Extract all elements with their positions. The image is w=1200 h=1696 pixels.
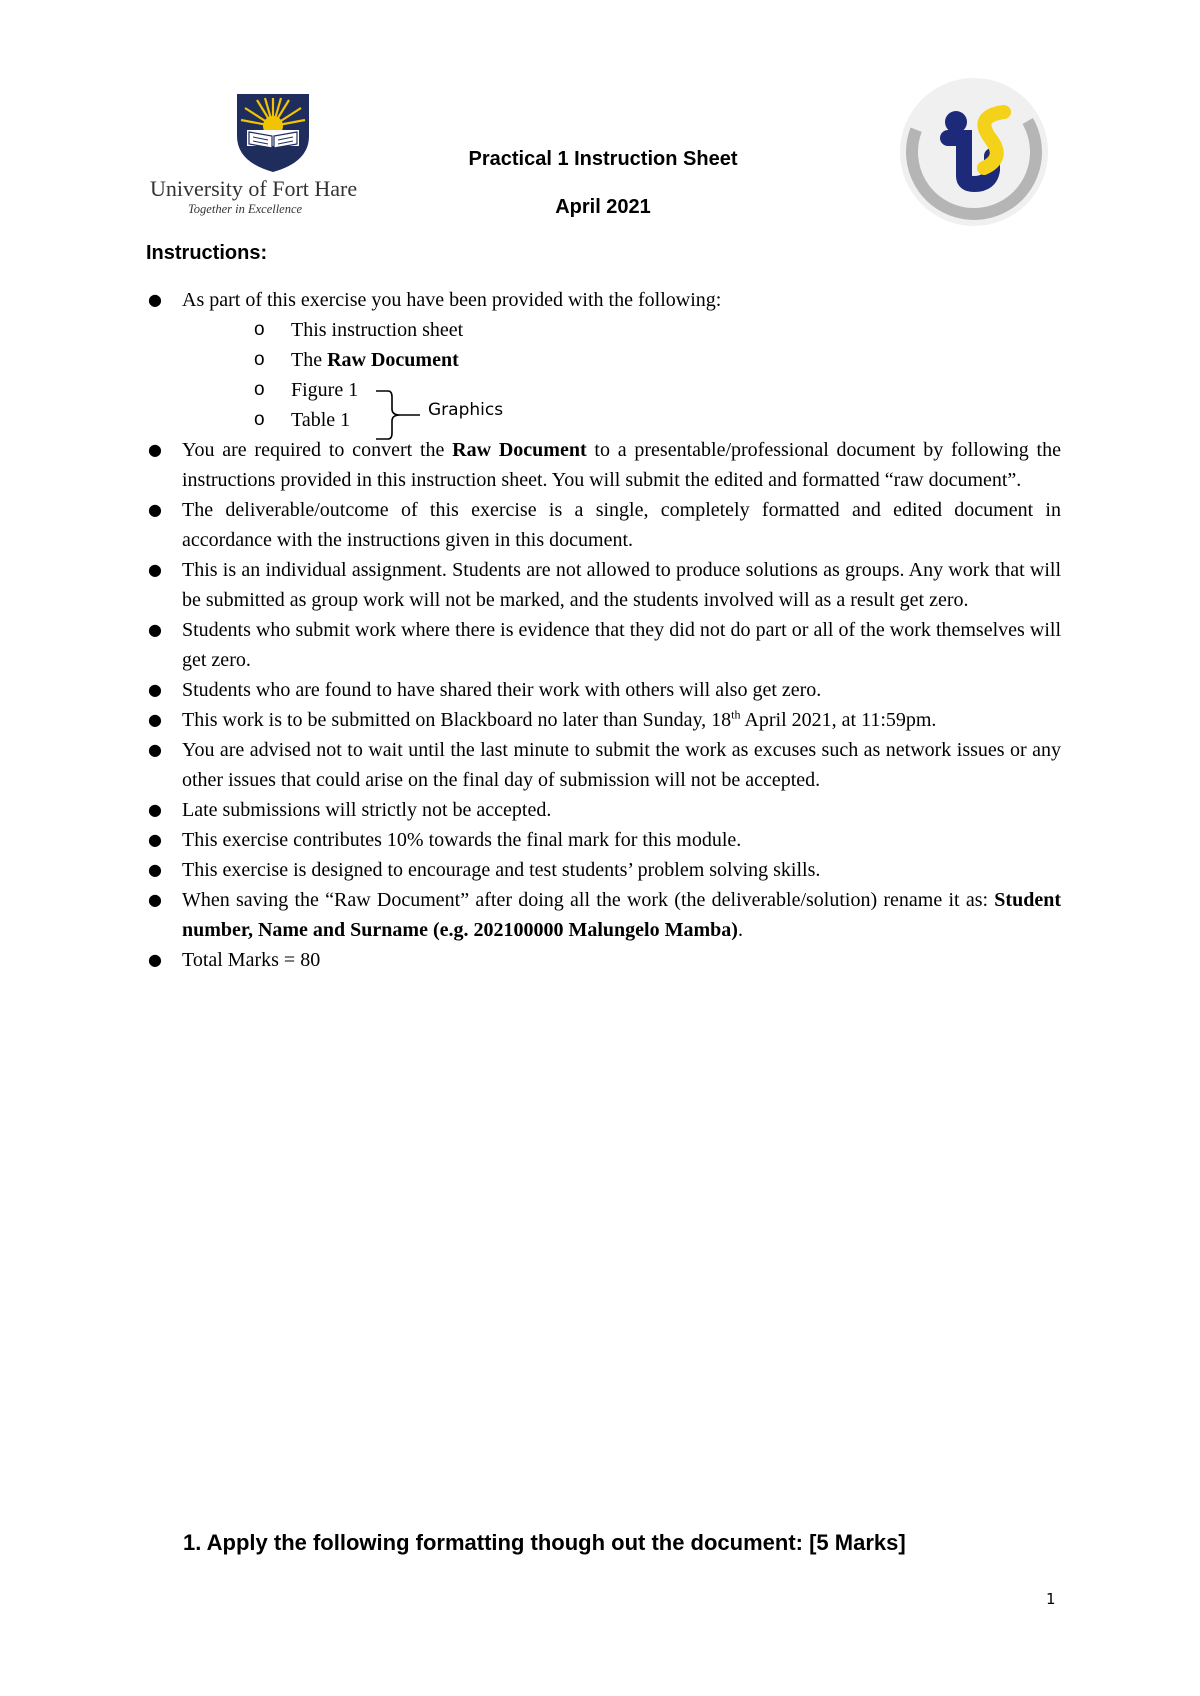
list-item	[146, 825, 1061, 855]
item-text: You are required to convert the	[182, 439, 453, 461]
item-bold-text: Student number, Name and Surname (e.g. 202100000 Malungelo Mamba)	[182, 889, 1061, 941]
list-item	[146, 555, 1061, 615]
item-text: This instruction sheet	[291, 319, 464, 341]
bullet-icon: ●	[148, 950, 162, 969]
bullet-icon: ●	[148, 500, 162, 519]
item-text: This exercise is designed to encourage and test students’ problem solving skills.	[182, 859, 821, 881]
list-item	[146, 435, 1061, 495]
item-text: As part of this exercise you have been provided with the following:	[182, 289, 722, 311]
bullet-icon: ●	[148, 620, 162, 639]
list-item	[146, 885, 1061, 945]
item-text: Students who are found to have shared their work with others will also get zero.	[182, 679, 822, 701]
provided-materials-list	[182, 315, 1061, 435]
item-text: April 2021, at 11:59pm.	[740, 709, 937, 731]
bullet-icon: ●	[148, 830, 162, 849]
circle-bullet-icon: o	[254, 409, 265, 430]
bullet-icon: ●	[148, 440, 162, 459]
item-text: The deliverable/outcome of this exercise is a single, completely formatted and edited document in accordance with the instructions given in this document.	[182, 499, 1061, 551]
document-date: April 2021	[555, 196, 651, 218]
item-text: This is an individual assignment. Students are not allowed to produce solutions as groups. Any work that will be submitted as group work will not be marked, and the students involved will as a result get zero.	[182, 559, 1061, 611]
item-bold-text: Raw Document	[327, 349, 459, 371]
instructions-heading: Instructions:	[146, 242, 268, 264]
instructions-list	[146, 285, 1061, 975]
ordinal-suffix: th	[731, 707, 741, 722]
list-item	[254, 315, 1061, 345]
list-item	[254, 345, 1061, 375]
item-text: This work is to be submitted on Blackboard no later than Sunday, 18	[182, 709, 732, 731]
bullet-icon: ●	[148, 290, 162, 309]
right-brace-icon	[374, 389, 424, 441]
bullet-icon: ●	[148, 860, 162, 879]
bullet-icon: ●	[148, 890, 162, 909]
item-text: to a presentable/professional document by following the instructions provided in this instruction sheet. You will submit the edited and formatted “raw document”.	[182, 439, 1061, 491]
bullet-icon: ●	[148, 800, 162, 819]
bullet-icon: ●	[148, 740, 162, 759]
list-item	[146, 735, 1061, 795]
university-name: University of Fort Hare	[150, 176, 358, 201]
list-item	[146, 615, 1061, 675]
list-item	[146, 945, 1061, 975]
item-text: Late submissions will strictly not be accepted.	[182, 799, 552, 821]
list-item	[146, 855, 1061, 885]
page-number: 1	[1046, 1590, 1056, 1608]
university-motto: Together in Excellence	[188, 202, 303, 216]
bullet-icon: ●	[148, 680, 162, 699]
circle-bullet-icon: o	[254, 319, 265, 340]
list-item	[146, 705, 1061, 735]
list-item	[146, 495, 1061, 555]
list-item	[146, 795, 1061, 825]
list-item	[146, 675, 1061, 705]
item-text: Total Marks = 80	[182, 949, 321, 971]
item-text: Figure 1	[291, 379, 359, 401]
section-1-heading: 1. Apply the following formatting though out the document: [5 Marks]	[183, 1530, 906, 1555]
circle-bullet-icon: o	[254, 349, 265, 370]
item-text: .	[737, 919, 743, 941]
item-text: Table 1	[291, 409, 351, 431]
item-text: You are advised not to wait until the last minute to submit the work as excuses such as network issues or any other issues that could arise on the final day of submission will not be accepted.	[182, 739, 1061, 791]
item-bold-text: Raw Document	[452, 439, 587, 461]
item-text: This exercise contributes 10% towards the final mark for this module.	[182, 829, 742, 851]
circle-bullet-icon: o	[254, 379, 265, 400]
document-title: Practical 1 Instruction Sheet	[468, 148, 738, 170]
bullet-icon: ●	[148, 710, 162, 729]
bullet-icon: ●	[148, 560, 162, 579]
item-text: When saving the “Raw Document” after doing all the work (the deliverable/solution) rename it as:	[182, 889, 995, 911]
list-item	[146, 285, 1061, 435]
graphics-label: Graphics	[428, 400, 504, 420]
item-text: The	[291, 349, 328, 371]
item-text: Students who submit work where there is evidence that they did not do part or all of the work themselves will get zero.	[182, 619, 1061, 671]
